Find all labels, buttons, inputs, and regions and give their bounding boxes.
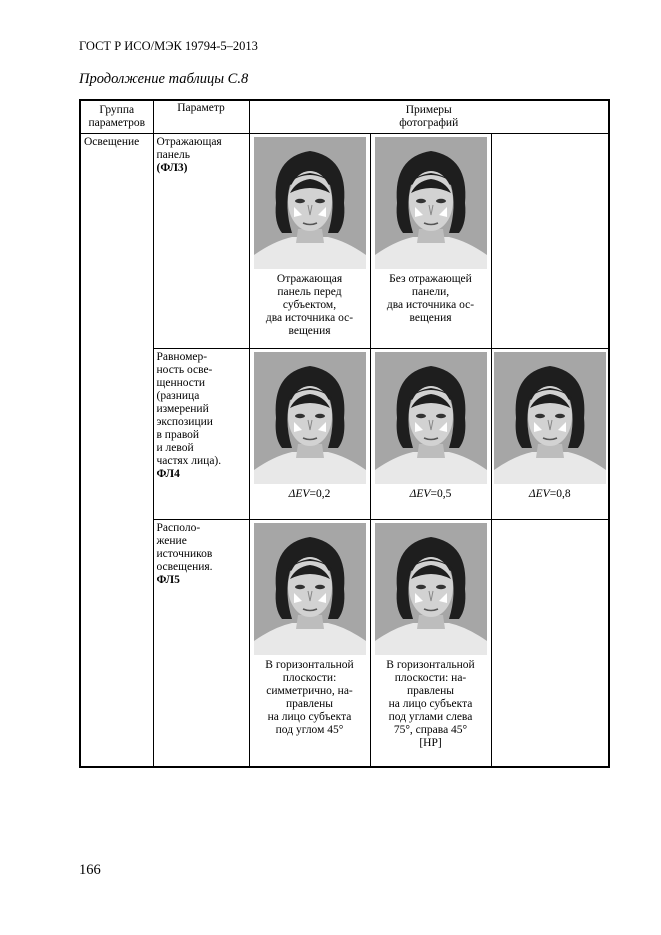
- face-photo: [375, 137, 487, 269]
- portrait-image: [375, 137, 487, 269]
- face-photo: [375, 523, 487, 655]
- photo-caption: В горизонтальной плоскости: симметрично, на- правлены на лицо субъекта под углом 45°: [265, 659, 354, 736]
- parameter-cell: Отражающая панель (ФЛ3): [153, 134, 249, 349]
- page-number: 166: [79, 862, 101, 878]
- portrait-image: [375, 523, 487, 655]
- table-row: [80, 134, 609, 349]
- photo-example: [492, 349, 609, 519]
- lighting-parameters-table: [79, 99, 610, 768]
- portrait-image: [254, 352, 366, 484]
- photo-example: [371, 520, 492, 766]
- portrait-image: [254, 137, 366, 269]
- face-photo: [254, 352, 366, 484]
- face-photo: [254, 523, 366, 655]
- column-header-photos: Примеры фотографий: [249, 100, 609, 134]
- photos-cell: [249, 520, 609, 768]
- photo-caption: В горизонтальной плоскости: на- правлены на лицо субъекта под углами слева 75°, справа 45° [HP]: [386, 659, 475, 749]
- photo-example: [371, 349, 492, 519]
- group-cell: Освещение: [80, 134, 153, 768]
- photos-cell: [249, 134, 609, 349]
- portrait-image: [254, 523, 366, 655]
- face-photo: [375, 352, 487, 484]
- column-header-group: Группа параметров: [80, 100, 153, 134]
- photo-example: [250, 134, 371, 348]
- photo-example: [250, 520, 371, 766]
- photos-cell: [249, 349, 609, 520]
- photo-caption: ΔEV=0,2: [288, 488, 331, 500]
- photo-caption: Без отражающей панели, два источника ос- вещения: [386, 273, 475, 324]
- table-header-row: [80, 100, 609, 134]
- table-row: [80, 349, 609, 520]
- face-photo: [494, 352, 606, 484]
- photo-example: [250, 349, 371, 519]
- column-header-parameter: Параметр: [153, 100, 249, 134]
- portrait-image: [494, 352, 606, 484]
- table-caption: Продолжение таблицы С.8: [79, 71, 249, 87]
- photo-caption: Отражающая панель перед субъектом, два источника ос- вещения: [265, 273, 354, 337]
- parameter-cell: Располо- жение источников освещения. ФЛ5: [153, 520, 249, 768]
- face-photo: [254, 137, 366, 269]
- table-row: [80, 520, 609, 768]
- photo-example: [371, 134, 492, 348]
- document-header: ГОСТ Р ИСО/МЭК 19794-5–2013: [79, 39, 258, 53]
- photo-caption: ΔEV=0,5: [409, 488, 452, 500]
- photo-caption: ΔEV=0,8: [528, 488, 571, 500]
- parameter-cell: Равномер- ность осве- щенности (разница измерений экспозиции в правой и левой частях лица). ФЛ4: [153, 349, 249, 520]
- portrait-image: [375, 352, 487, 484]
